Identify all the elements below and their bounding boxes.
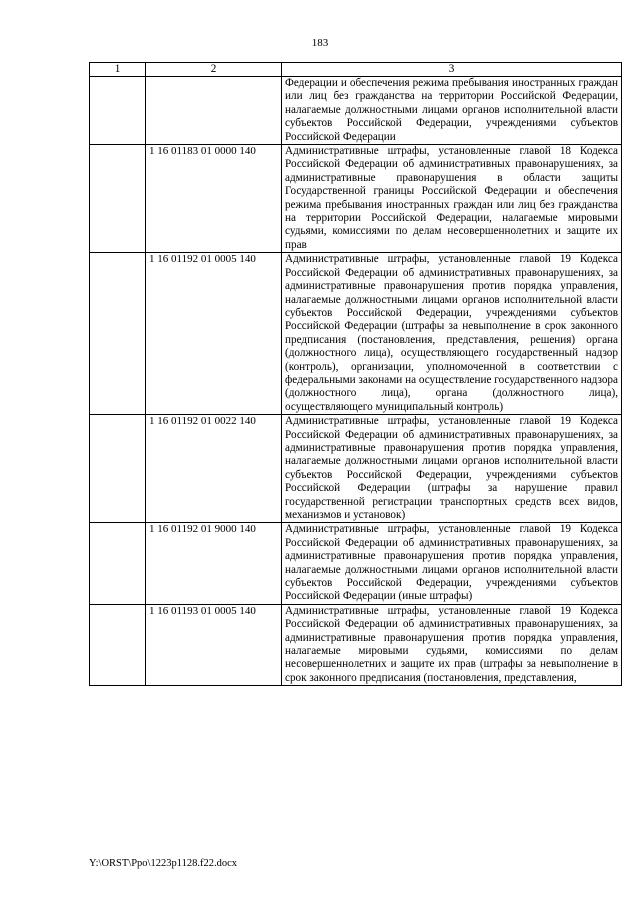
revenue-codes-table <box>89 62 622 686</box>
page-number: 183 <box>311 37 329 49</box>
column-header-2: 2 <box>146 63 282 77</box>
row-number-cell <box>90 415 146 523</box>
revenue-code-cell: 1 16 01192 01 0005 140 <box>146 253 282 415</box>
revenue-code-cell <box>146 77 282 145</box>
description-cell: Административные штрафы, установленные главой 19 Кодекса Российской Федерации об административных правонарушениях, за административные правонарушения против порядка управления, налагаемые мировыми судьями, комиссиями по делам несовершеннолетних и защите их прав (штрафы за невыполнение в срок законного предписания (постановления, представления, <box>282 604 622 685</box>
description-cell: Административные штрафы, установленные главой 18 Кодекса Российской Федерации об административных правонарушениях, за административные правонарушения в области защиты Государственной границы Российской Федерации и обеспечения режима пребывания иностранных граждан или лиц без гражданства на территории Российской Федерации, налагаемые мировыми судьями, комиссиями по делам несовершеннолетних и защите их прав <box>282 145 622 253</box>
revenue-code-cell: 1 16 01192 01 9000 140 <box>146 523 282 604</box>
table-row <box>90 415 622 523</box>
row-number-cell <box>90 145 146 253</box>
table-row <box>90 604 622 685</box>
description-cell: Административные штрафы, установленные главой 19 Кодекса Российской Федерации об административных правонарушениях, за административные правонарушения против порядка управления, налагаемые должностными лицами органов исполнительной власти субъектов Российской Федерации, учреждениями субъектов Российской Федерации (штрафы за нарушение правил государственной регистрации транспортных средств всех видов, механизмов и установок) <box>282 415 622 523</box>
column-header-3: 3 <box>282 63 622 77</box>
revenue-code-cell: 1 16 01183 01 0000 140 <box>146 145 282 253</box>
table-row <box>90 145 622 253</box>
description-cell: Административные штрафы, установленные главой 19 Кодекса Российской Федерации об административных правонарушениях, за административные правонарушения против порядка управления, налагаемые должностными лицами органов исполнительной власти субъектов Российской Федерации, учреждениями субъектов Российской Федерации (иные штрафы) <box>282 523 622 604</box>
document-file-path: Y:\ORST\Ppo\1223p1128.f22.docx <box>89 858 237 869</box>
row-number-cell <box>90 604 146 685</box>
row-number-cell <box>90 253 146 415</box>
description-cell: Административные штрафы, установленные главой 19 Кодекса Российской Федерации об административных правонарушениях, за административные правонарушения против порядка управления, налагаемые должностными лицами органов исполнительной власти субъектов Российской Федерации, учреждениями субъектов Российской Федерации (штрафы за невыполнение в срок законного предписания (постановления, представления, решения) органа (должностного лица), осуществляющего государственный надзор (контроль), организации, уполномоченной в соответствии с федеральными законами на осуществление государственного надзора (должностного лица), органа (должностного лица), осуществляющего муниципальный контроль) <box>282 253 622 415</box>
row-number-cell <box>90 77 146 145</box>
revenue-code-cell: 1 16 01192 01 0022 140 <box>146 415 282 523</box>
revenue-code-cell: 1 16 01193 01 0005 140 <box>146 604 282 685</box>
column-header-1: 1 <box>90 63 146 77</box>
row-number-cell <box>90 523 146 604</box>
table-row <box>90 77 622 145</box>
table-row <box>90 523 622 604</box>
description-cell: Федерации и обеспечения режима пребывания иностранных граждан или лиц без гражданства на территории Российской Федерации, налагаемые должностными лицами органов исполнительной власти субъектов Российской Федерации, учреждениями субъектов Российской Федерации <box>282 77 622 145</box>
table-row <box>90 253 622 415</box>
table-header-row <box>90 63 622 77</box>
